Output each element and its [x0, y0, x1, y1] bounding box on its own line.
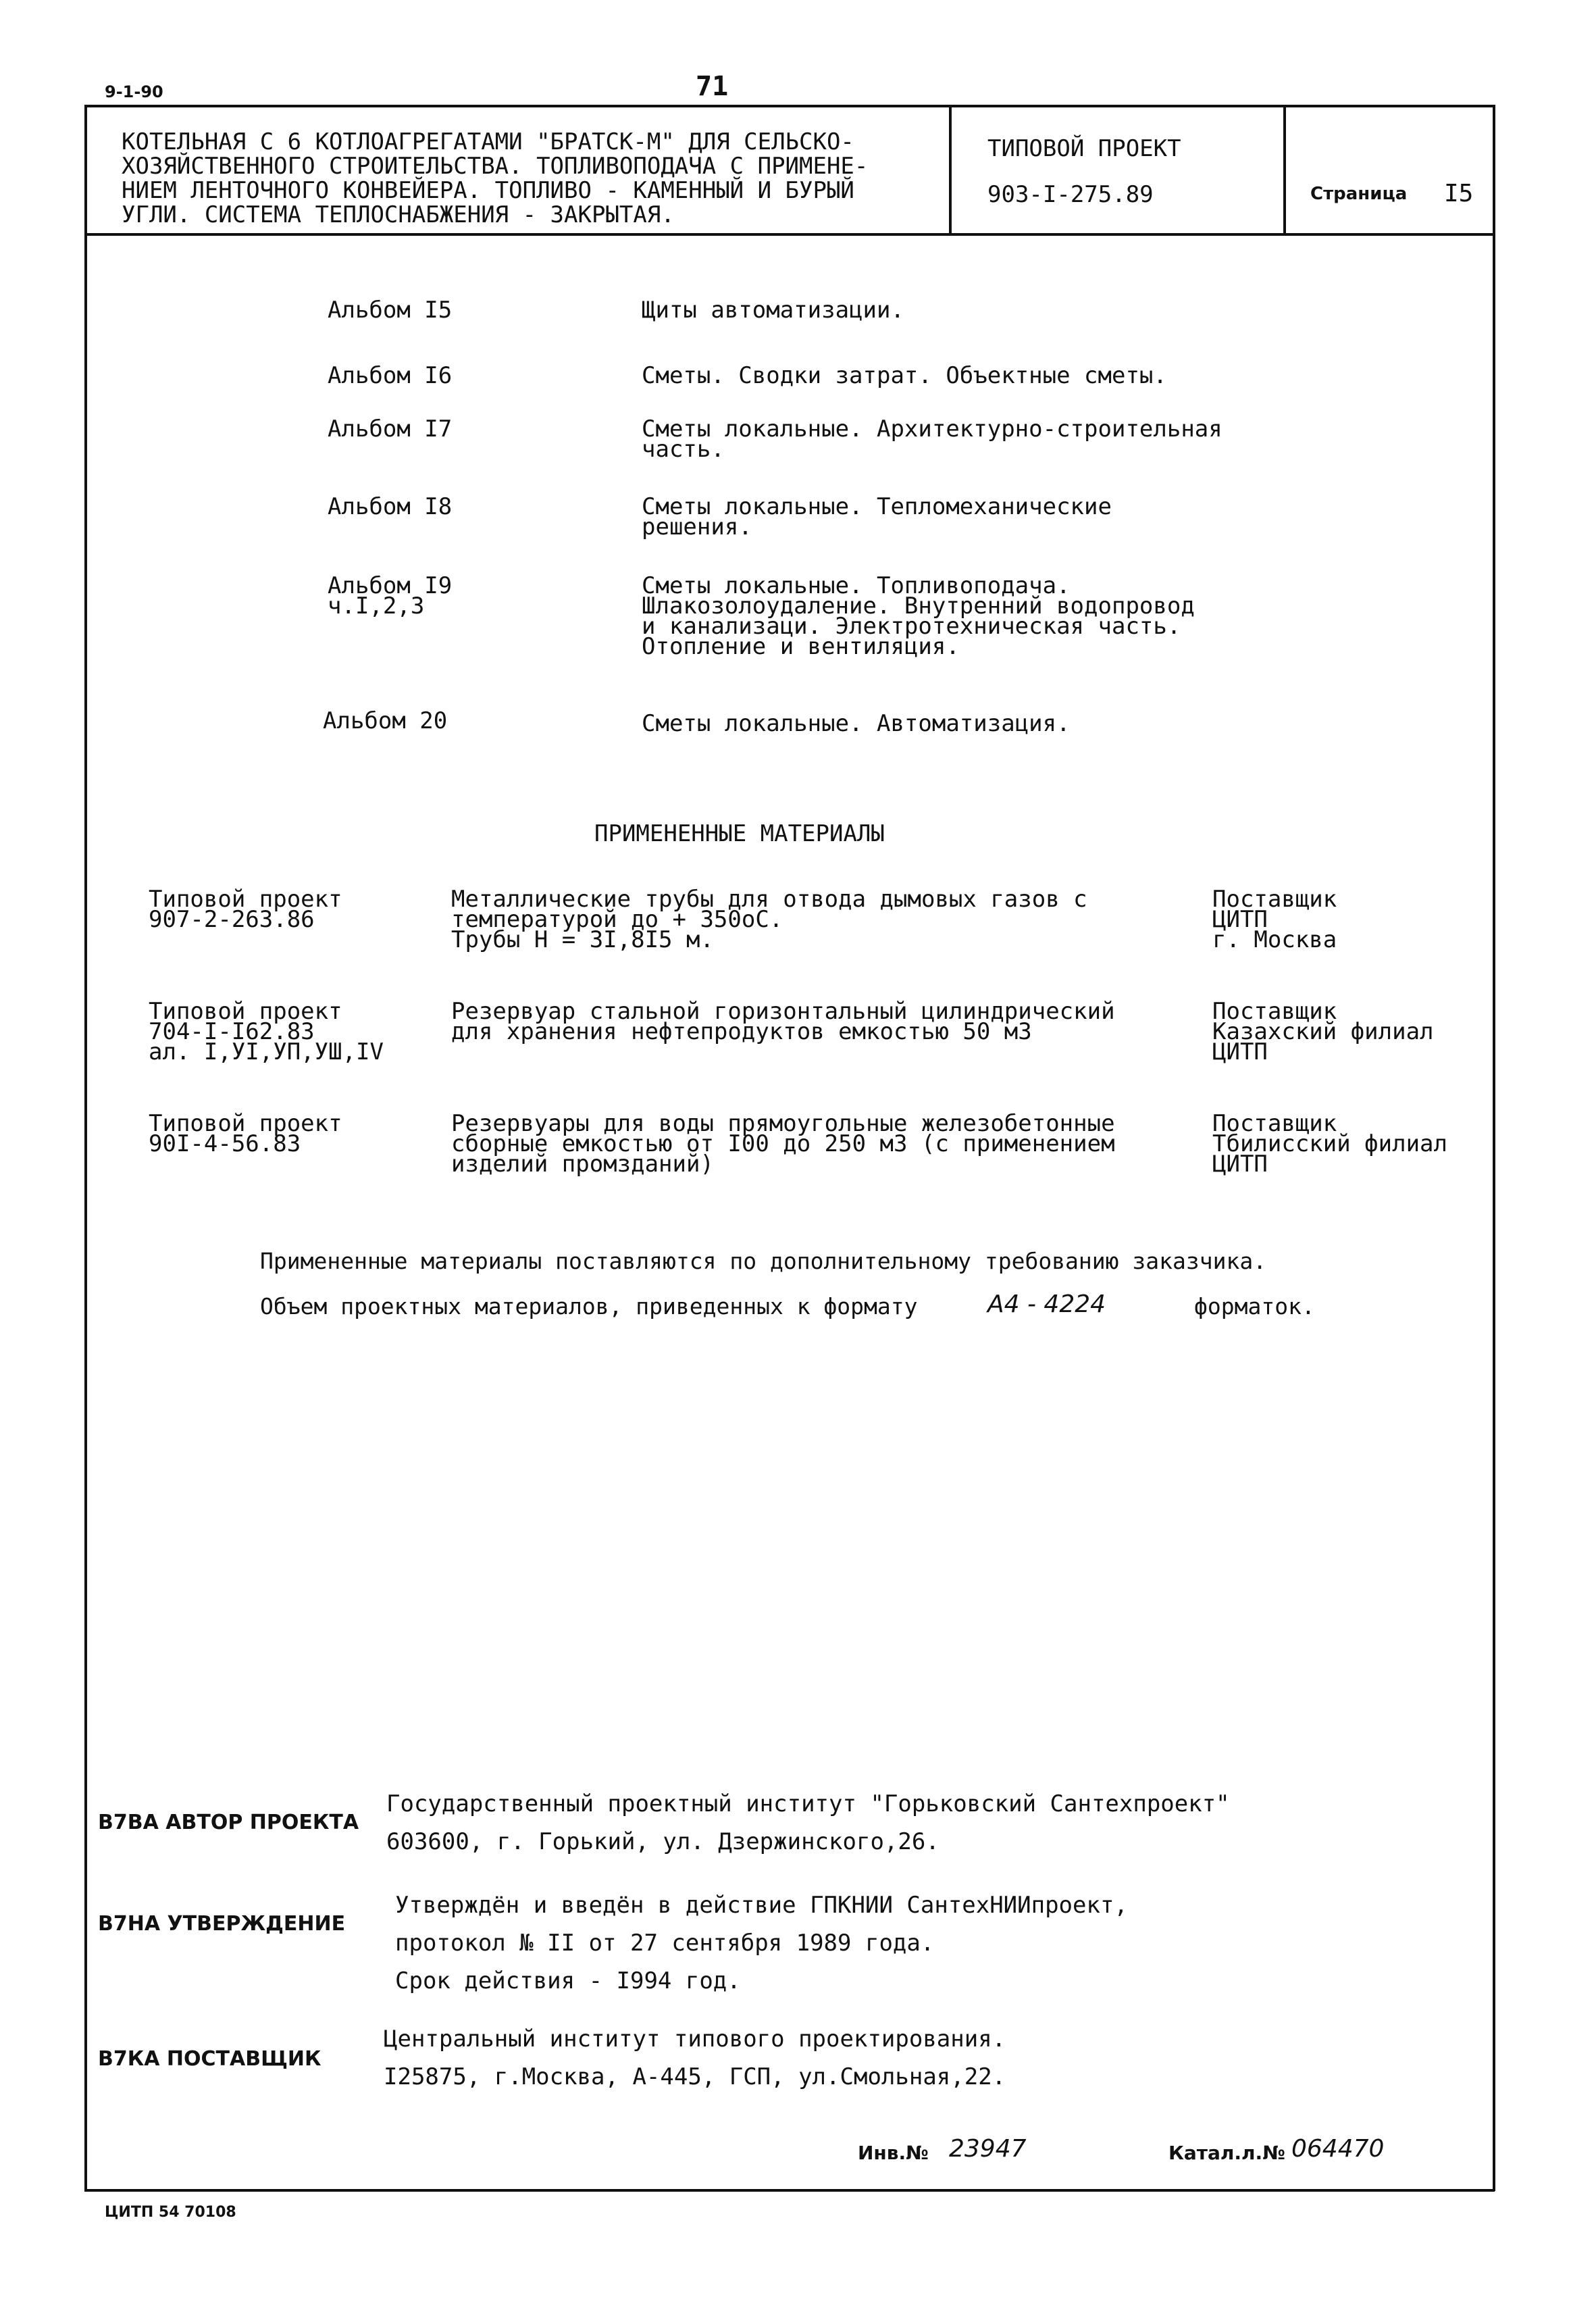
album-description: Сметы. Сводки затрат. Объектные сметы.: [642, 362, 1167, 389]
supplier-text: Центральный институт типового проектирования. I25875, г.Москва, А-445, ГСП, ул.Смольная,22.: [384, 2026, 1006, 2090]
project-number: 903-I-275.89: [987, 181, 1154, 208]
album-name: Альбом I7: [328, 416, 453, 443]
inv-label: Инв.№: [858, 2142, 929, 2164]
print-code: ЦИТП 54 70108: [105, 2204, 236, 2221]
volume-value: А4 - 4224: [987, 1290, 1106, 1318]
album-name: Альбом I6: [328, 362, 453, 389]
album-description: Щиты автоматизации.: [642, 297, 904, 324]
date-code: 9-1-90: [105, 82, 163, 101]
material-supplier: Поставщик Казахский филиал ЦИТП: [1212, 998, 1434, 1065]
header-col-divider-1: [949, 105, 952, 234]
album-name: Альбом 20: [323, 707, 448, 734]
material-supplier: Поставщик ЦИТП г. Москва: [1212, 886, 1337, 953]
material-project: Типовой проект 704-I-I62.83 ал. I,УI,УП,УШ,IV: [149, 998, 384, 1065]
author-label: В7ВА АВТОР ПРОЕКТА: [98, 1811, 359, 1834]
materials-heading: ПРИМЕНЕННЫЕ МАТЕРИАЛЫ: [594, 820, 885, 847]
album-description: Сметы локальные. Автоматизация.: [642, 710, 1071, 737]
page-label: Страница: [1310, 184, 1408, 204]
catalog-number: 064470: [1291, 2135, 1385, 2163]
sheet-number: 71: [696, 71, 729, 102]
material-project: Типовой проект 90I-4-56.83: [149, 1110, 342, 1157]
approval-label: В7НА УТВЕРЖДЕНИЕ: [98, 1912, 346, 1936]
album-description: Сметы локальные. Архитектурно-строительная часть.: [642, 416, 1222, 463]
document-title: КОТЕЛЬНАЯ С 6 КОТЛОАГРЕГАТАМИ "БРАТСК-М" ДЛЯ СЕЛЬСКО- ХОЗЯЙСТВЕННОГО СТРОИТЕЛЬСТВА. ТОПЛИВОПОДАЧА С ПРИМЕНЕ- НИЕМ ЛЕНТОЧНОГО КОНВЕЙЕРА. ТОПЛИВО - КАМЕННЫЙ И БУРЫЙ УГЛИ. СИСТЕМА ТЕПЛОСНАБЖЕНИЯ - ЗАКРЫТАЯ.: [122, 128, 869, 228]
material-description: Резервуар стальной горизонтальный цилиндрический для хранения нефтепродуктов емкостью 50 м3: [451, 998, 1115, 1045]
album-name: Альбом I5: [328, 297, 453, 324]
album-name: Альбом I8: [328, 493, 453, 520]
album-description: Сметы локальные. Топливоподача. Шлакозолоудаление. Внутренний водопровод и канализаци. Электротехническая часть. Отопление и вентиляция.: [642, 572, 1195, 660]
approval-text: Утверждён и введён в действие ГПКНИИ СантехНИИпроект, протокол № II от 27 сентября 1989 года. Срок действия - I994 год.: [395, 1892, 1128, 1994]
frame-left: [84, 105, 87, 2191]
author-text: Государственный проектный институт "Горьковский Сантехпроект" 603600, г. Горький, ул. Дзержинского,26.: [386, 1790, 1230, 1855]
page-number: I5: [1444, 180, 1474, 207]
volume-suffix: форматок.: [1194, 1293, 1315, 1319]
frame-right: [1493, 105, 1495, 2191]
album-name: Альбом I9 ч.I,2,3: [328, 572, 453, 620]
material-supplier: Поставщик Тбилисский филиал ЦИТП: [1212, 1110, 1447, 1178]
material-project: Типовой проект 907-2-263.86: [149, 886, 342, 933]
supplier-label: В7КА ПОСТАВЩИК: [98, 2047, 321, 2071]
album-description: Сметы локальные. Тепломеханические решения.: [642, 493, 1112, 540]
project-type-label: ТИПОВОЙ ПРОЕКТ: [987, 135, 1181, 162]
frame-bottom: [84, 2189, 1495, 2192]
volume-prefix: Объем проектных материалов, приведенных к формату: [260, 1293, 918, 1319]
materials-note: Примененные материалы поставляются по дополнительному требованию заказчика.: [260, 1248, 1267, 1274]
material-description: Резервуары для воды прямоугольные железобетонные сборные емкостью от I00 до 250 м3 (с применением изделий промзданий): [451, 1110, 1115, 1178]
inv-number: 23947: [949, 2135, 1027, 2163]
catalog-label: Катал.л.№: [1168, 2142, 1285, 2164]
material-description: Металлические трубы для отвода дымовых газов с температурой до + 350оС. Трубы Н = 3I,8I5 м.: [451, 886, 1087, 953]
header-col-divider-2: [1283, 105, 1286, 234]
